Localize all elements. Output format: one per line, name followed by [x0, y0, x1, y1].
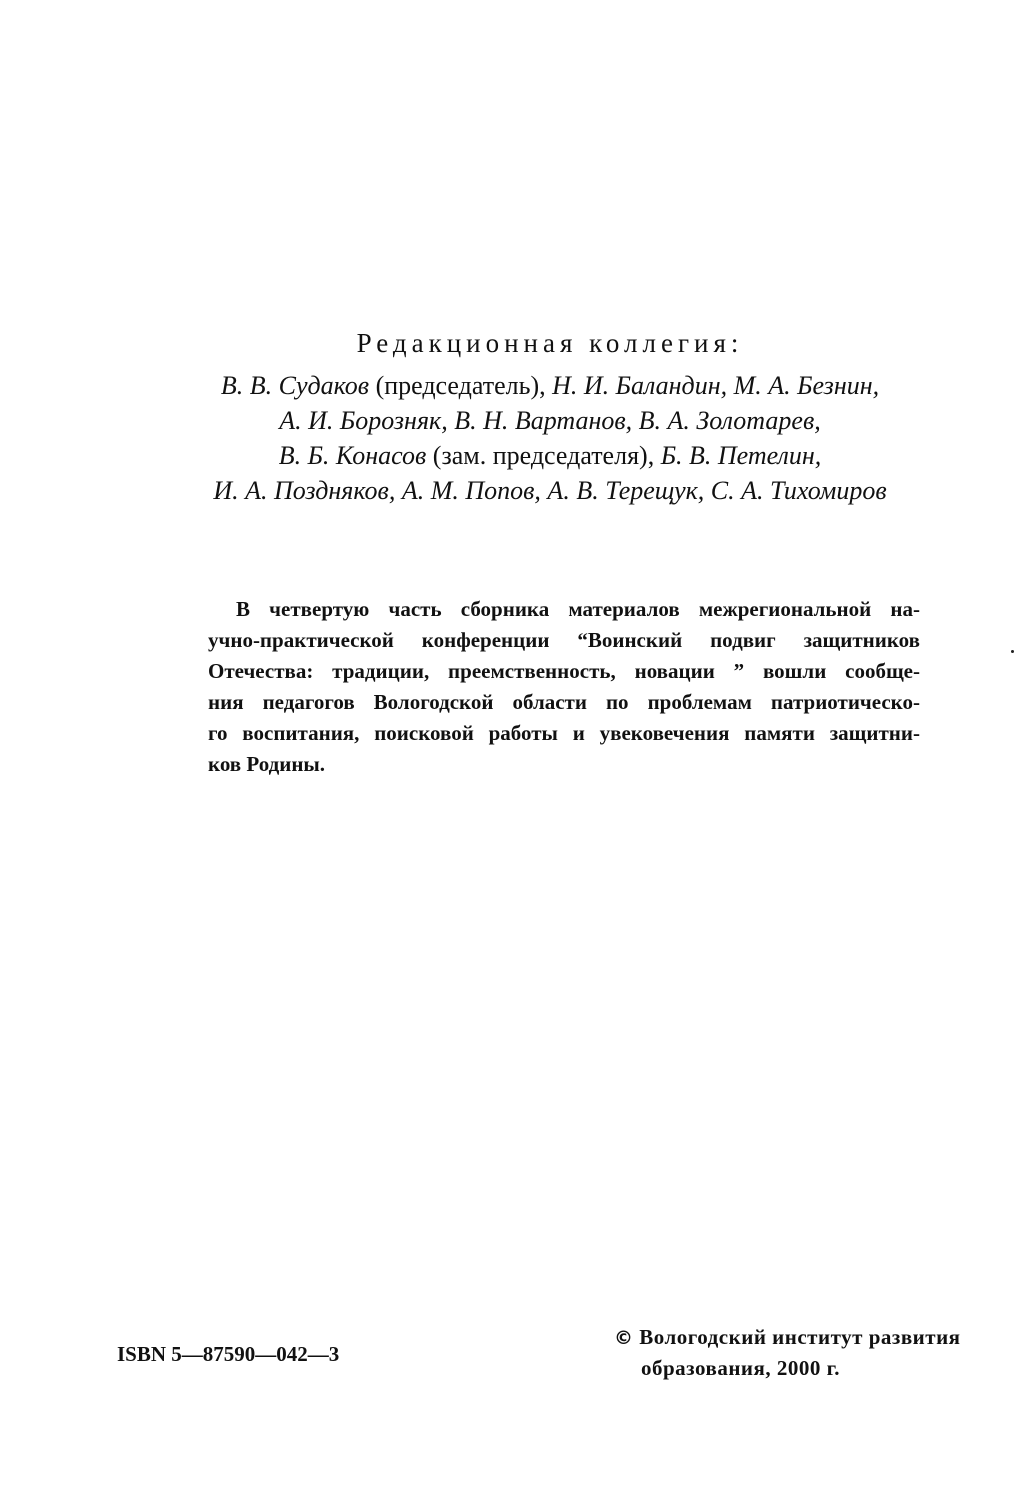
copyright-publisher: Вологодский институт развития	[639, 1325, 961, 1349]
scan-speck	[1011, 650, 1014, 653]
isbn-number: ISBN 5—87590—042—3	[117, 1342, 340, 1366]
copyright-line-1	[614, 1325, 961, 1349]
abstract-paragraph	[208, 594, 920, 780]
board-line-4	[160, 473, 940, 508]
editorial-board-heading: Редакционная коллегия:	[356, 328, 744, 358]
board-members-group: А. И. Борозняк, В. Н. Вартанов, В. А. Золотарев,	[279, 406, 821, 435]
abstract-line: Отечества: традиции, преемственность, новации ” вошли сообще-	[208, 659, 920, 683]
abstract-line: учно-практической конференции “Воинский подвиг защитников	[208, 628, 920, 652]
abstract-line: ния педагогов Вологодской области по проблемам патриотическо-	[208, 690, 920, 714]
abstract-line: В четвертую часть сборника материалов межрегиональной на-	[236, 597, 920, 621]
editorial-board-members	[160, 368, 940, 508]
board-line-3	[160, 438, 940, 473]
board-line-2	[160, 403, 940, 438]
board-role-chair: (председатель),	[369, 371, 553, 400]
board-line-1	[160, 368, 940, 403]
abstract-line: го воспитания, поисковой работы и увековечения памяти защитни-	[208, 721, 920, 745]
abstract-line: ков Родины.	[208, 752, 326, 776]
board-members-group: И. А. Поздняков, А. М. Попов, А. В. Терещук, С. А. Тихомиров	[213, 476, 887, 505]
board-members-group: Б. В. Петелин,	[660, 441, 822, 470]
board-role-vice-chair: (зам. председателя),	[426, 441, 661, 470]
board-member-chair: В. В. Судаков	[220, 371, 370, 400]
board-member-vice-chair: В. Б. Конасов	[278, 441, 427, 470]
copyright-line-2: образования, 2000 г.	[641, 1356, 841, 1380]
board-members-group: Н. И. Баландин, М. А. Безнин,	[552, 371, 880, 400]
copyright-icon: ©	[614, 1327, 634, 1349]
copyright-notice	[614, 1322, 961, 1383]
